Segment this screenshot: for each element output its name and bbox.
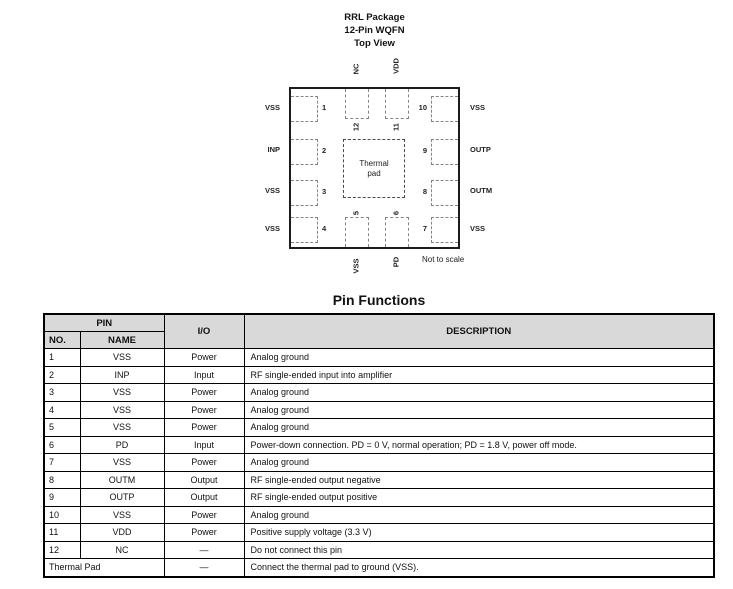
cell-io: Power bbox=[164, 454, 244, 472]
cell-description: RF single-ended output positive bbox=[244, 489, 714, 507]
pin-number-1: 1 bbox=[322, 103, 327, 112]
cell-name: VSS bbox=[80, 401, 164, 419]
pin-number-7: 7 bbox=[422, 224, 427, 233]
table-row bbox=[44, 401, 714, 419]
cell-no: 6 bbox=[44, 436, 80, 454]
cell-no: 3 bbox=[44, 384, 80, 402]
cell-name: OUTP bbox=[80, 489, 164, 507]
pin-number-3: 3 bbox=[322, 187, 327, 196]
pin-functions-table bbox=[43, 313, 715, 578]
pin-label-inp: INP bbox=[267, 145, 280, 154]
table-row bbox=[44, 454, 714, 472]
cell-no: 12 bbox=[44, 541, 80, 559]
pin-number-4: 4 bbox=[322, 224, 327, 233]
table-row bbox=[44, 471, 714, 489]
pin-label-vss-1: VSS bbox=[264, 103, 280, 112]
cell-name: INP bbox=[80, 366, 164, 384]
cell-io: Output bbox=[164, 471, 244, 489]
cell-description: Analog ground bbox=[244, 384, 714, 402]
cell-io: Input bbox=[164, 436, 244, 454]
cell-name: NC bbox=[80, 541, 164, 559]
cell-io: Power bbox=[164, 349, 244, 367]
pad-pin-8 bbox=[431, 180, 458, 206]
pad-pin-11 bbox=[385, 89, 409, 119]
pin-label-vss-5: VSS bbox=[351, 258, 361, 274]
cell-description: Analog ground bbox=[244, 506, 714, 524]
header-no: NO. bbox=[44, 332, 80, 349]
table-row-thermal-pad bbox=[44, 559, 714, 577]
pin-label-vss-7: VSS bbox=[470, 224, 486, 233]
cell-io: Power bbox=[164, 401, 244, 419]
cell-description: RF single-ended input into amplifier bbox=[244, 366, 714, 384]
header-name: NAME bbox=[80, 332, 164, 349]
cell-description: Connect the thermal pad to ground (VSS). bbox=[244, 559, 714, 577]
cell-description: Do not connect this pin bbox=[244, 541, 714, 559]
package-diagram bbox=[0, 0, 733, 290]
cell-no: 8 bbox=[44, 471, 80, 489]
header-description: DESCRIPTION bbox=[244, 314, 714, 349]
table-row bbox=[44, 489, 714, 507]
header-row-1 bbox=[44, 314, 714, 332]
pad-pin-12 bbox=[345, 89, 369, 119]
cell-description: Analog ground bbox=[244, 349, 714, 367]
pad-pin-7 bbox=[431, 217, 458, 243]
cell-no: 7 bbox=[44, 454, 80, 472]
cell-io: Output bbox=[164, 489, 244, 507]
cell-io: Input bbox=[164, 366, 244, 384]
table-row bbox=[44, 349, 714, 367]
table-row bbox=[44, 366, 714, 384]
pad-pin-2 bbox=[291, 139, 318, 165]
package-title-line2: 12-Pin WQFN bbox=[344, 25, 405, 36]
pad-pin-3 bbox=[291, 180, 318, 206]
cell-no: 1 bbox=[44, 349, 80, 367]
pin-number-5: 5 bbox=[351, 210, 361, 216]
cell-io: Power bbox=[164, 524, 244, 542]
table-row bbox=[44, 506, 714, 524]
package-outline bbox=[289, 87, 460, 249]
pin-label-outm: OUTM bbox=[470, 186, 493, 195]
cell-description: RF single-ended output negative bbox=[244, 471, 714, 489]
cell-name: PD bbox=[80, 436, 164, 454]
pin-number-12: 12 bbox=[351, 122, 361, 132]
pin-label-vss-3: VSS bbox=[264, 186, 280, 195]
header-pin: PIN bbox=[44, 314, 164, 332]
cell-no: 5 bbox=[44, 419, 80, 437]
cell-name: VSS bbox=[80, 506, 164, 524]
pad-pin-10 bbox=[431, 96, 458, 122]
pin-label-vdd: VDD bbox=[391, 58, 401, 74]
thermal-pad bbox=[343, 139, 405, 198]
table-row bbox=[44, 419, 714, 437]
cell-description: Analog ground bbox=[244, 454, 714, 472]
pin-number-2: 2 bbox=[322, 146, 327, 155]
pin-label-pd: PD bbox=[391, 256, 401, 268]
table-row bbox=[44, 436, 714, 454]
thermal-pad-label: Thermal pad bbox=[359, 158, 389, 178]
pin-label-nc: NC bbox=[351, 63, 361, 75]
cell-name: VSS bbox=[80, 384, 164, 402]
cell-io: — bbox=[164, 541, 244, 559]
cell-io: Power bbox=[164, 419, 244, 437]
cell-name: OUTM bbox=[80, 471, 164, 489]
pad-pin-1 bbox=[291, 96, 318, 122]
pad-pin-5 bbox=[345, 217, 369, 247]
pin-label-vss-10: VSS bbox=[470, 103, 486, 112]
pin-number-6: 6 bbox=[391, 210, 401, 216]
cell-no: 2 bbox=[44, 366, 80, 384]
pad-pin-9 bbox=[431, 139, 458, 165]
pin-number-8: 8 bbox=[422, 187, 427, 196]
package-title-line1: RRL Package bbox=[344, 12, 405, 23]
pad-pin-4 bbox=[291, 217, 318, 243]
cell-name: VSS bbox=[80, 419, 164, 437]
cell-io: Power bbox=[164, 506, 244, 524]
cell-description: Power-down connection. PD = 0 V, normal operation; PD = 1.8 V, power off mode. bbox=[244, 436, 714, 454]
cell-no: 9 bbox=[44, 489, 80, 507]
not-to-scale-note: Not to scale bbox=[422, 255, 465, 264]
header-io: I/O bbox=[164, 314, 244, 349]
pin-label-vss-4: VSS bbox=[264, 224, 280, 233]
cell-io: — bbox=[164, 559, 244, 577]
cell-description: Positive supply voltage (3.3 V) bbox=[244, 524, 714, 542]
package-title-line3: Top View bbox=[354, 38, 395, 49]
pin-number-10: 10 bbox=[418, 103, 427, 112]
package-title bbox=[289, 11, 460, 50]
pin-label-outp: OUTP bbox=[470, 145, 491, 154]
table-row bbox=[44, 384, 714, 402]
table-title: Pin Functions bbox=[332, 292, 426, 308]
cell-io: Power bbox=[164, 384, 244, 402]
pin-number-9: 9 bbox=[422, 146, 427, 155]
cell-description: Analog ground bbox=[244, 401, 714, 419]
cell-thermal-label: Thermal Pad bbox=[44, 559, 164, 577]
cell-no: 11 bbox=[44, 524, 80, 542]
cell-name: VSS bbox=[80, 349, 164, 367]
cell-description: Analog ground bbox=[244, 419, 714, 437]
table-row bbox=[44, 524, 714, 542]
cell-name: VDD bbox=[80, 524, 164, 542]
pin-number-11: 11 bbox=[391, 123, 401, 131]
cell-no: 10 bbox=[44, 506, 80, 524]
cell-name: VSS bbox=[80, 454, 164, 472]
cell-no: 4 bbox=[44, 401, 80, 419]
pad-pin-6 bbox=[385, 217, 409, 247]
table-row bbox=[44, 541, 714, 559]
